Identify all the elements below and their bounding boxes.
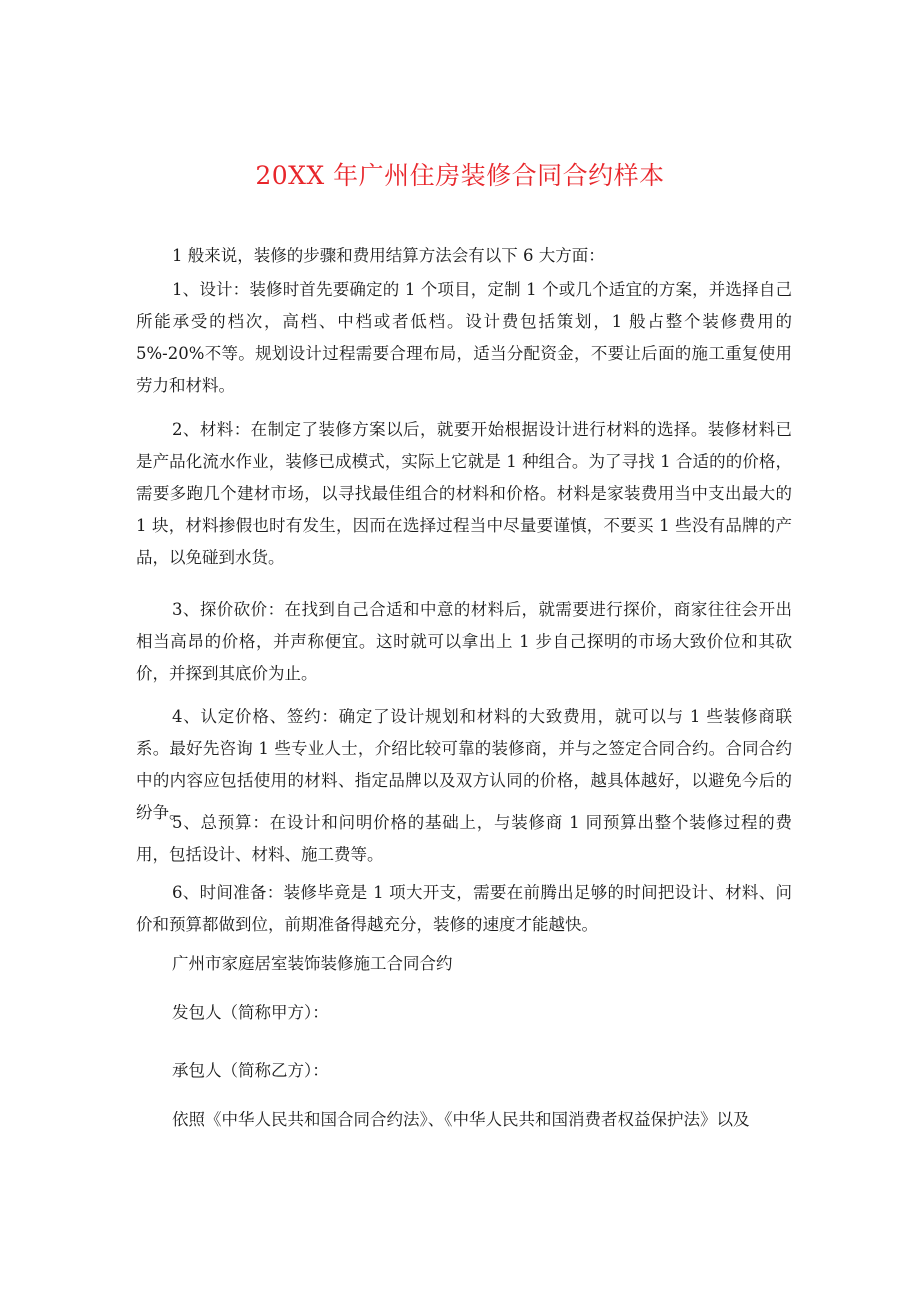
contract-heading: 广州市家庭居室装饰装修施工合同合约 bbox=[172, 954, 453, 973]
section-budget: 5、总预算：在设计和问明价格的基础上，与装修商 1 同预算出整个装修过程的费用，包括设计、材料、施工费等。 bbox=[136, 813, 792, 864]
section-price-negotiation: 3、探价砍价：在找到自己合适和中意的材料后，就需要进行探价，商家往往会开出相当高昂的价格，并声称便宜。这时就可以拿出上 1 步自己探明的市场大致价位和其砍价，并探到其底价为止。 bbox=[136, 600, 792, 683]
party-b-line: 承包人（简称乙方）： bbox=[172, 1061, 329, 1080]
section-time-preparation: 6、时间准备：装修毕竟是 1 项大开支，需要在前腾出足够的时间把设计、材料、问价和预算都做到位，前期准备得越充分，装修的速度才能越快。 bbox=[136, 883, 792, 934]
legal-basis-line: 依照《中华人民共和国合同合约法》、《中华人民共和国消费者权益保护法》以及 bbox=[172, 1110, 750, 1129]
party-a-line: 发包人（简称甲方）： bbox=[172, 1003, 329, 1022]
section-signing: 4、认定价格、签约：确定了设计规划和材料的大致费用，就可以与 1 些装修商联系。最好先咨询 1 些专业人士，介绍比较可靠的装修商，并与之签定合同合约。合同合约中的内容应包括使用的材料、指定品牌以及双方认同的价格，越具体越好，以避免今后的纷争。 bbox=[136, 707, 792, 822]
document-title: 20XX 年广州住房装修合同合约样本 bbox=[255, 161, 665, 190]
intro-paragraph: 1 般来说，装修的步骤和费用结算方法会有以下 6 大方面： bbox=[172, 246, 605, 265]
section-design: 1、设计：装修时首先要确定的 1 个项目，定制 1 个或几个适宜的方案，并选择自己所能承受的档次，高档、中档或者低档。设计费包括策划，1 般占整个装修费用的 5%-20%不等。规划设计过程需要合理布局，适当分配资金，不要让后面的施工重复使用劳力和材料。 bbox=[136, 280, 792, 395]
section-materials: 2、材料：在制定了装修方案以后，就要开始根据设计进行材料的选择。装修材料已是产品化流水作业，装修已成模式，实际上它就是 1 种组合。为了寻找 1 合适的的价格，需要多跑几个建材市场，以寻找最佳组合的材料和价格。材料是家装费用当中支出最大的 1 块，材料掺假也时有发生，因而在选择过程当中尽量要谨慎，不要买 1 些没有品牌的产品，以免碰到水货。 bbox=[136, 420, 792, 567]
